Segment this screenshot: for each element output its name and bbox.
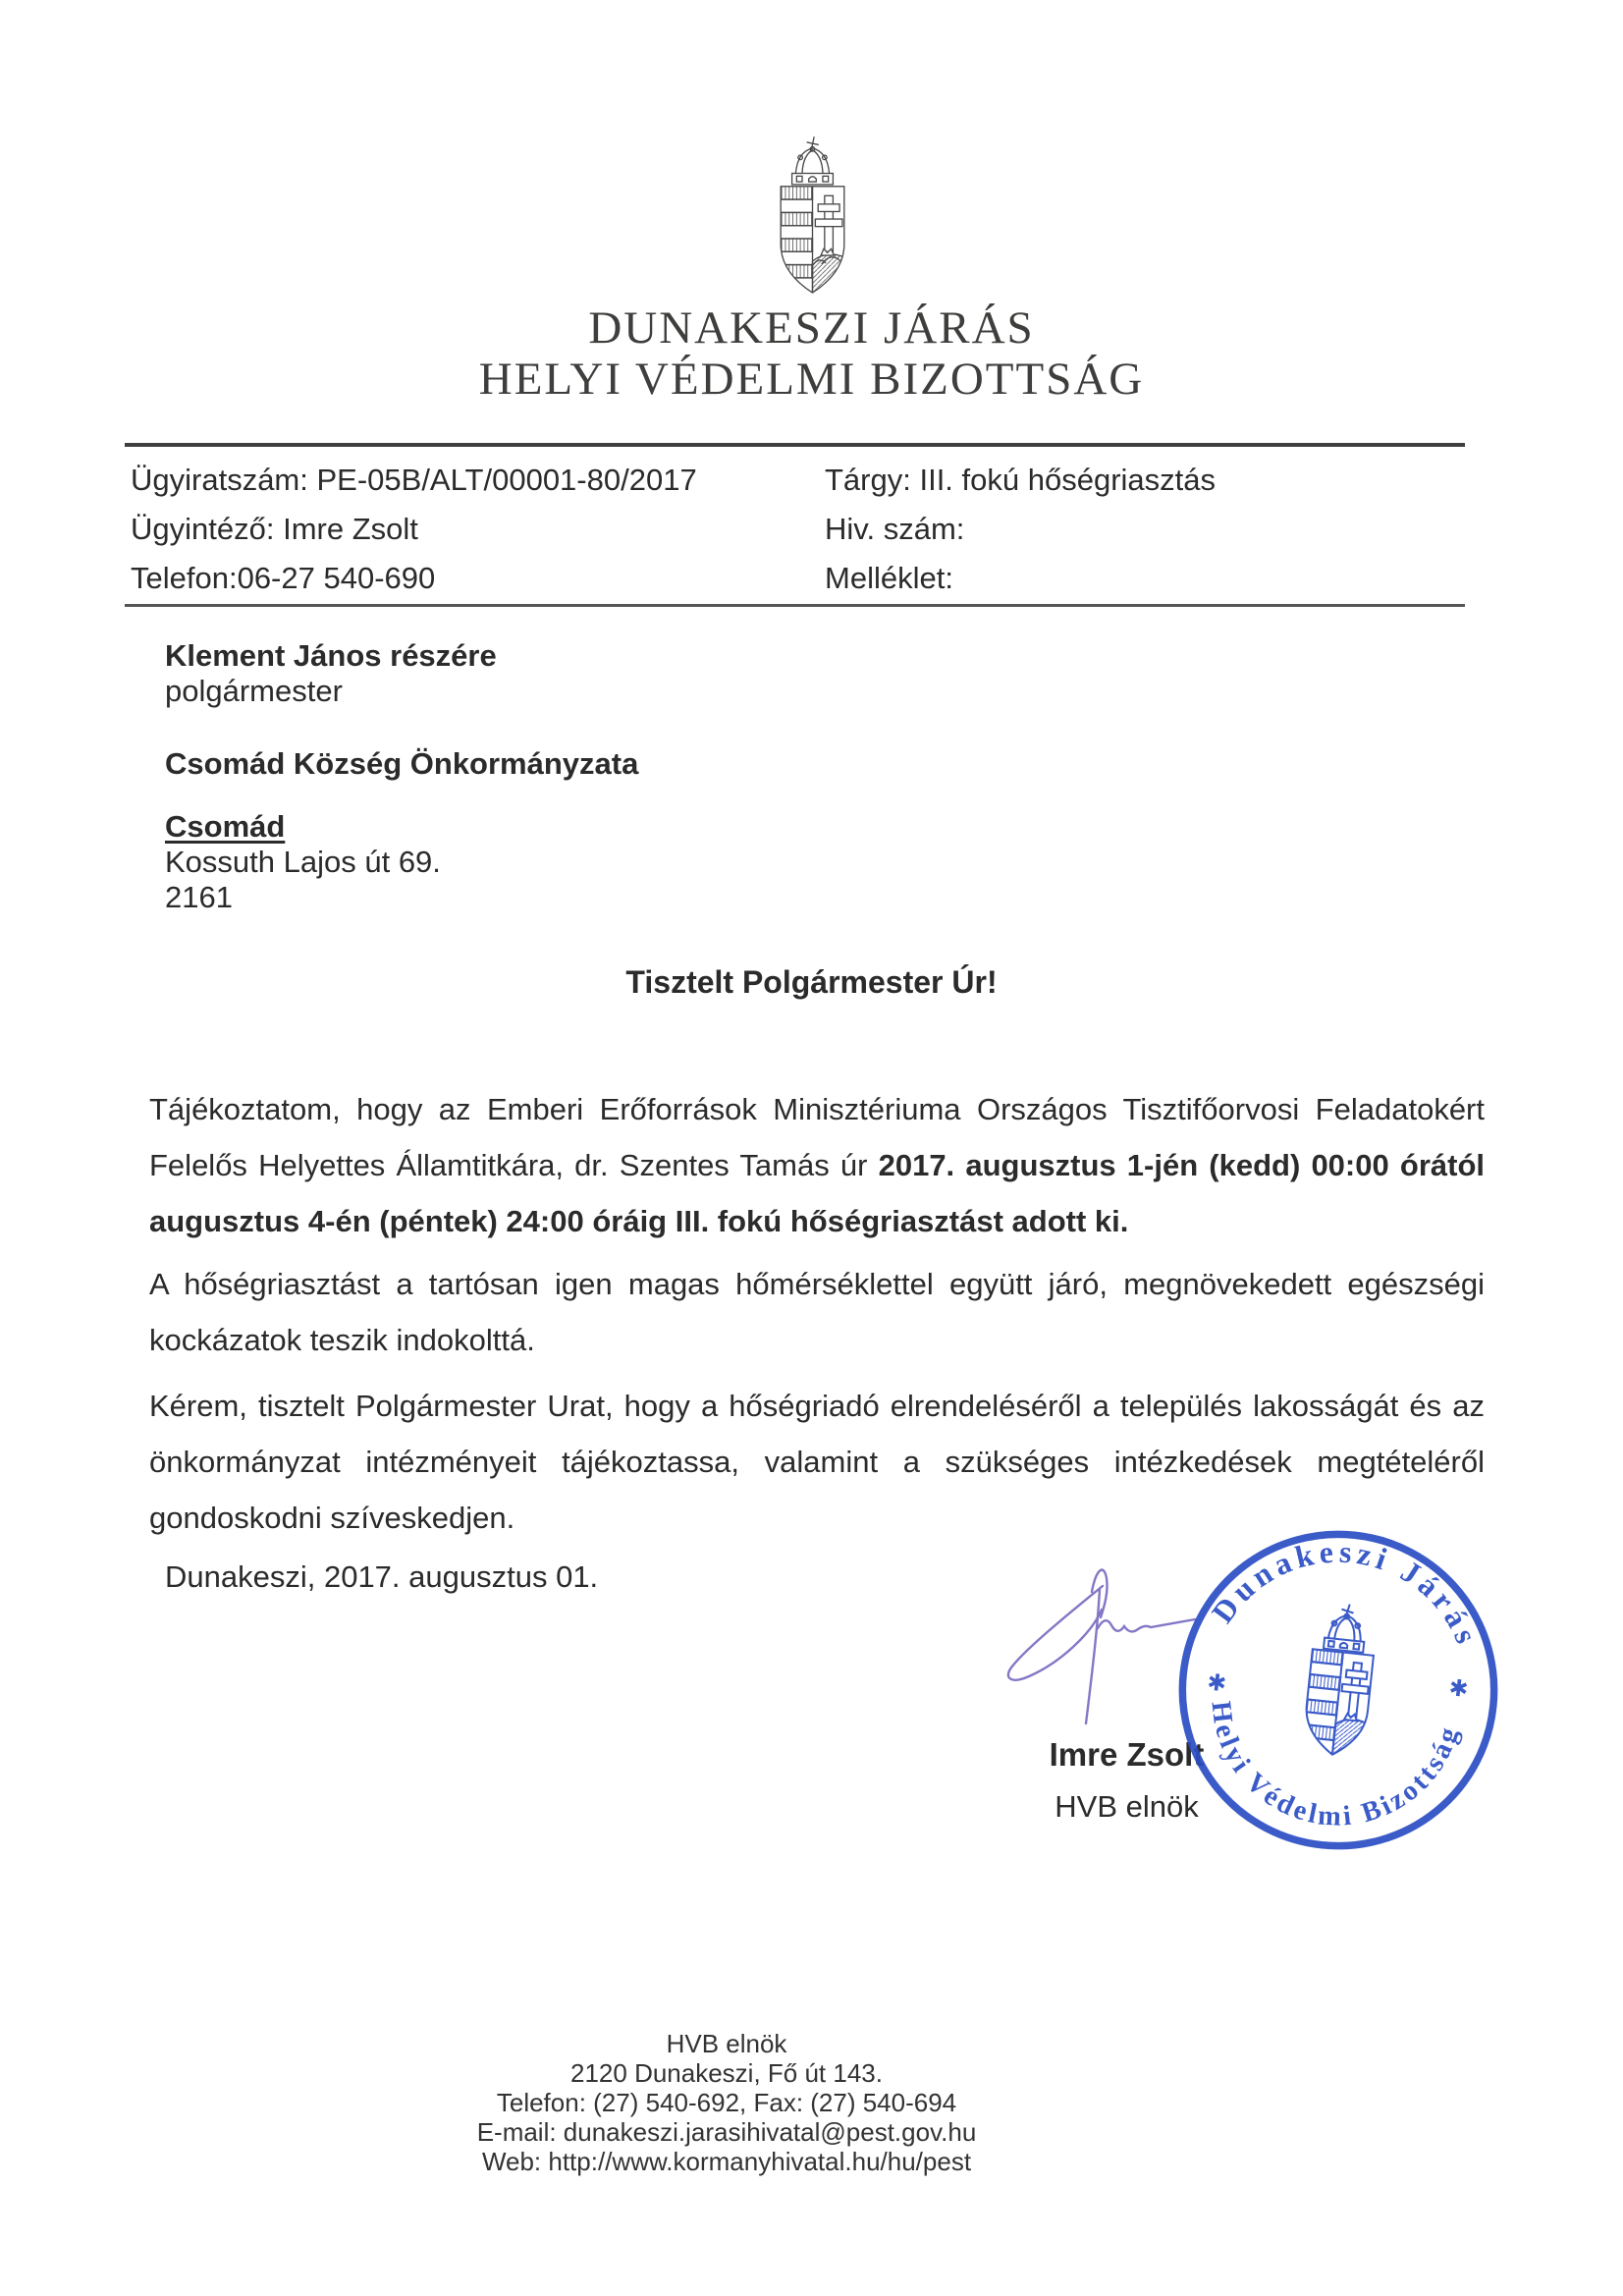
stamp-bottom-text: Helyi Védelmi Bizottság bbox=[1205, 1699, 1466, 1832]
subject-line: Tárgy: III. fokú hőségriasztás bbox=[825, 463, 1217, 497]
reference-right-column bbox=[825, 456, 1216, 603]
paragraph-3: Kérem, tisztelt Polgármester Urat, hogy a hőségriadó elrendeléséről a település lakosságát és az önkormányzat intézményeit tájékoztassa, valamint a szükséges intézkedések megtételéről gondoskodni szíveskedjen. bbox=[149, 1389, 1485, 1535]
addressee-name: Klement János részére bbox=[165, 638, 497, 673]
addressee-block bbox=[165, 638, 638, 915]
footer-line-address: 2120 Dunakeszi, Fő út 143. bbox=[570, 2058, 883, 2088]
paragraph-1-bold: 2017. augusztus 1-jén (kedd) 00:00 órától augusztus 4-én (péntek) 24:00 óráig III. fokú hőségriasztást adott ki. bbox=[149, 1148, 1485, 1238]
signatory-role: HVB elnök bbox=[1055, 1789, 1199, 1824]
paragraph-1 bbox=[149, 1081, 1485, 1249]
footer-line-phone-fax: Telefon: (27) 540-692, Fax: (27) 540-694 bbox=[496, 2088, 957, 2117]
hungarian-coat-of-arms-icon bbox=[766, 134, 859, 306]
paragraph-2: A hőségriasztást a tartósan igen magas hőmérséklettel együtt járó, megnövekedett egészségi kockázatok teszik indokolttá. bbox=[149, 1267, 1485, 1357]
footer-contact-block bbox=[0, 2029, 1453, 2176]
addressee-postal-code: 2161 bbox=[165, 880, 233, 914]
reference-number: Hiv. szám: bbox=[825, 512, 965, 546]
org-name-line2: HELYI VÉDELMI BIZOTTSÁG bbox=[478, 354, 1145, 405]
dateline: Dunakeszi, 2017. augusztus 01. bbox=[165, 1559, 599, 1594]
case-number: Ügyiratszám: PE-05B/ALT/00001-80/2017 bbox=[131, 463, 697, 497]
stamp-star-right-icon: ✱ bbox=[1447, 1673, 1470, 1704]
case-handler: Ügyintéző: Imre Zsolt bbox=[131, 512, 418, 546]
reference-left-column bbox=[131, 456, 697, 603]
paragraph-1-normal: Tájékoztatom, hogy az Emberi Erőforrások Minisztériuma Országos Tisztifőorvosi Feladatokért Felelős Helyettes Államtitkára, dr. Szentes Tamás úr bbox=[149, 1092, 1485, 1182]
footer-line-web: Web: http://www.kormanyhivatal.hu/hu/pest bbox=[481, 2147, 972, 2176]
official-stamp-icon bbox=[1158, 1509, 1518, 1870]
addressee-street: Kossuth Lajos út 69. bbox=[165, 845, 441, 879]
salutation: Tisztelt Polgármester Úr! bbox=[625, 964, 998, 1000]
stamp-coat-of-arms-icon bbox=[1302, 1601, 1379, 1758]
contact-phone: Telefon:06-27 540-690 bbox=[131, 561, 436, 595]
signatory-name: Imre Zsolt bbox=[1049, 1736, 1205, 1773]
stamp-top-text: Dunakeszi Járás bbox=[1205, 1534, 1486, 1653]
attachment-line: Melléklet: bbox=[825, 561, 953, 595]
footer-line-email: E-mail: dunakeszi.jarasihivatal@pest.gov.hu bbox=[476, 2117, 977, 2147]
addressee-role: polgármester bbox=[165, 674, 343, 708]
org-name-line1: DUNAKESZI JÁRÁS bbox=[588, 302, 1035, 354]
addressee-organization: Csomád Község Önkormányzata bbox=[165, 746, 639, 781]
divider-rule-bottom bbox=[125, 604, 1465, 607]
svg-text:Dunakeszi Járás bbox=[1204, 1520, 1495, 1656]
stamp-star-left-icon: ✱ bbox=[1206, 1667, 1228, 1698]
addressee-city: Csomád bbox=[165, 809, 286, 844]
footer-line-role: HVB elnök bbox=[666, 2029, 787, 2058]
divider-rule-top bbox=[125, 443, 1465, 447]
